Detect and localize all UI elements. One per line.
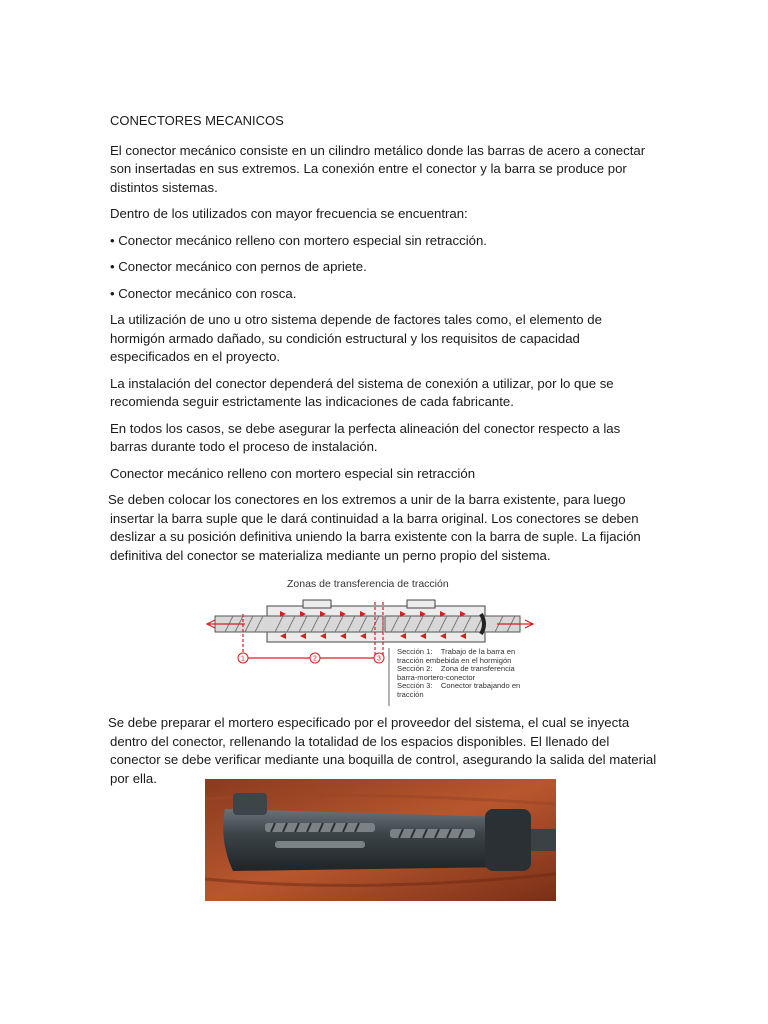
marker-2: 2 (313, 655, 317, 663)
diagram-legend (397, 648, 537, 700)
connector-diagram (205, 578, 535, 708)
document-title: CONECTORES MECANICOS (110, 113, 284, 128)
paragraph-placement: Se deben colocar los conectores en los extremos a unir de la barra existente, para luego insertar la barra suple que le dará continuidad a la barra original. Los conectores se deben deslizar a su posición definitiva uniendo la barra existente con la barra de suple. La fijación definitiva del conector se materializa mediante un perno propio del sistema. (108, 492, 641, 563)
legend-line: Sección 3: Conector trabajando en (397, 681, 521, 691)
paragraph-factors: La utilización de uno u otro sistema depende de factores tales como, el elemento de hormigón armado dañado, su condición estructural y los requisitos de capacidad especificados en el proyecto. (110, 312, 602, 364)
paragraph-frequency: Dentro de los utilizados con mayor frecuencia se encuentran: (110, 206, 468, 221)
diagram-caption: Zonas de transferencia de tracción (287, 578, 449, 590)
legend-line: Sección 2: Zona de transferencia (397, 664, 515, 674)
document-body (110, 112, 658, 573)
paragraph-alignment: En todos los casos, se debe asegurar la perfecta alineación del conector respecto a las barras durante todo el proceso de instalación. (110, 420, 621, 454)
section-subheading: Conector mecánico relleno con mortero especial sin retracción (110, 465, 476, 481)
connector-photo-drawing (205, 779, 556, 901)
marker-3: 3 (377, 655, 381, 663)
bullet-item: • Conector mecánico con pernos de apriete. (110, 259, 367, 274)
connector-photo (205, 779, 556, 901)
paragraph-installation: La instalación del conector dependerá del sistema de conexión a utilizar, por lo que se recomienda seguir estrictamente las indicaciones de cada fabricante. (110, 375, 614, 409)
marker-1: 1 (241, 655, 245, 663)
legend-line: Sección 1: Trabajo de la barra en (397, 647, 516, 656)
legend-line: tracción embebida en el hormigón (397, 655, 512, 665)
paragraph-mortar: Se debe preparar el mortero especificado por el proveedor del sistema, el cual se inyecta dentro del conector, rellenando la totalidad de los espacios disponibles. El llenado del conector se debe verificar mediante una boquilla de control, asegurando la salida del material por ella. (108, 715, 657, 786)
bullet-item: • Conector mecánico con rosca. (110, 285, 297, 301)
legend-line: barra-mortero-conector (397, 672, 476, 682)
legend-line: tracción (397, 689, 424, 699)
paragraph-intro: El conector mecánico consiste en un cilindro metálico donde las barras de acero a conectar son insertadas en sus extremos. La conexión entre el conector y la barra se produce por distintos sistemas. (110, 142, 646, 195)
bullet-item: • Conector mecánico relleno con mortero especial sin retracción. (110, 232, 487, 248)
